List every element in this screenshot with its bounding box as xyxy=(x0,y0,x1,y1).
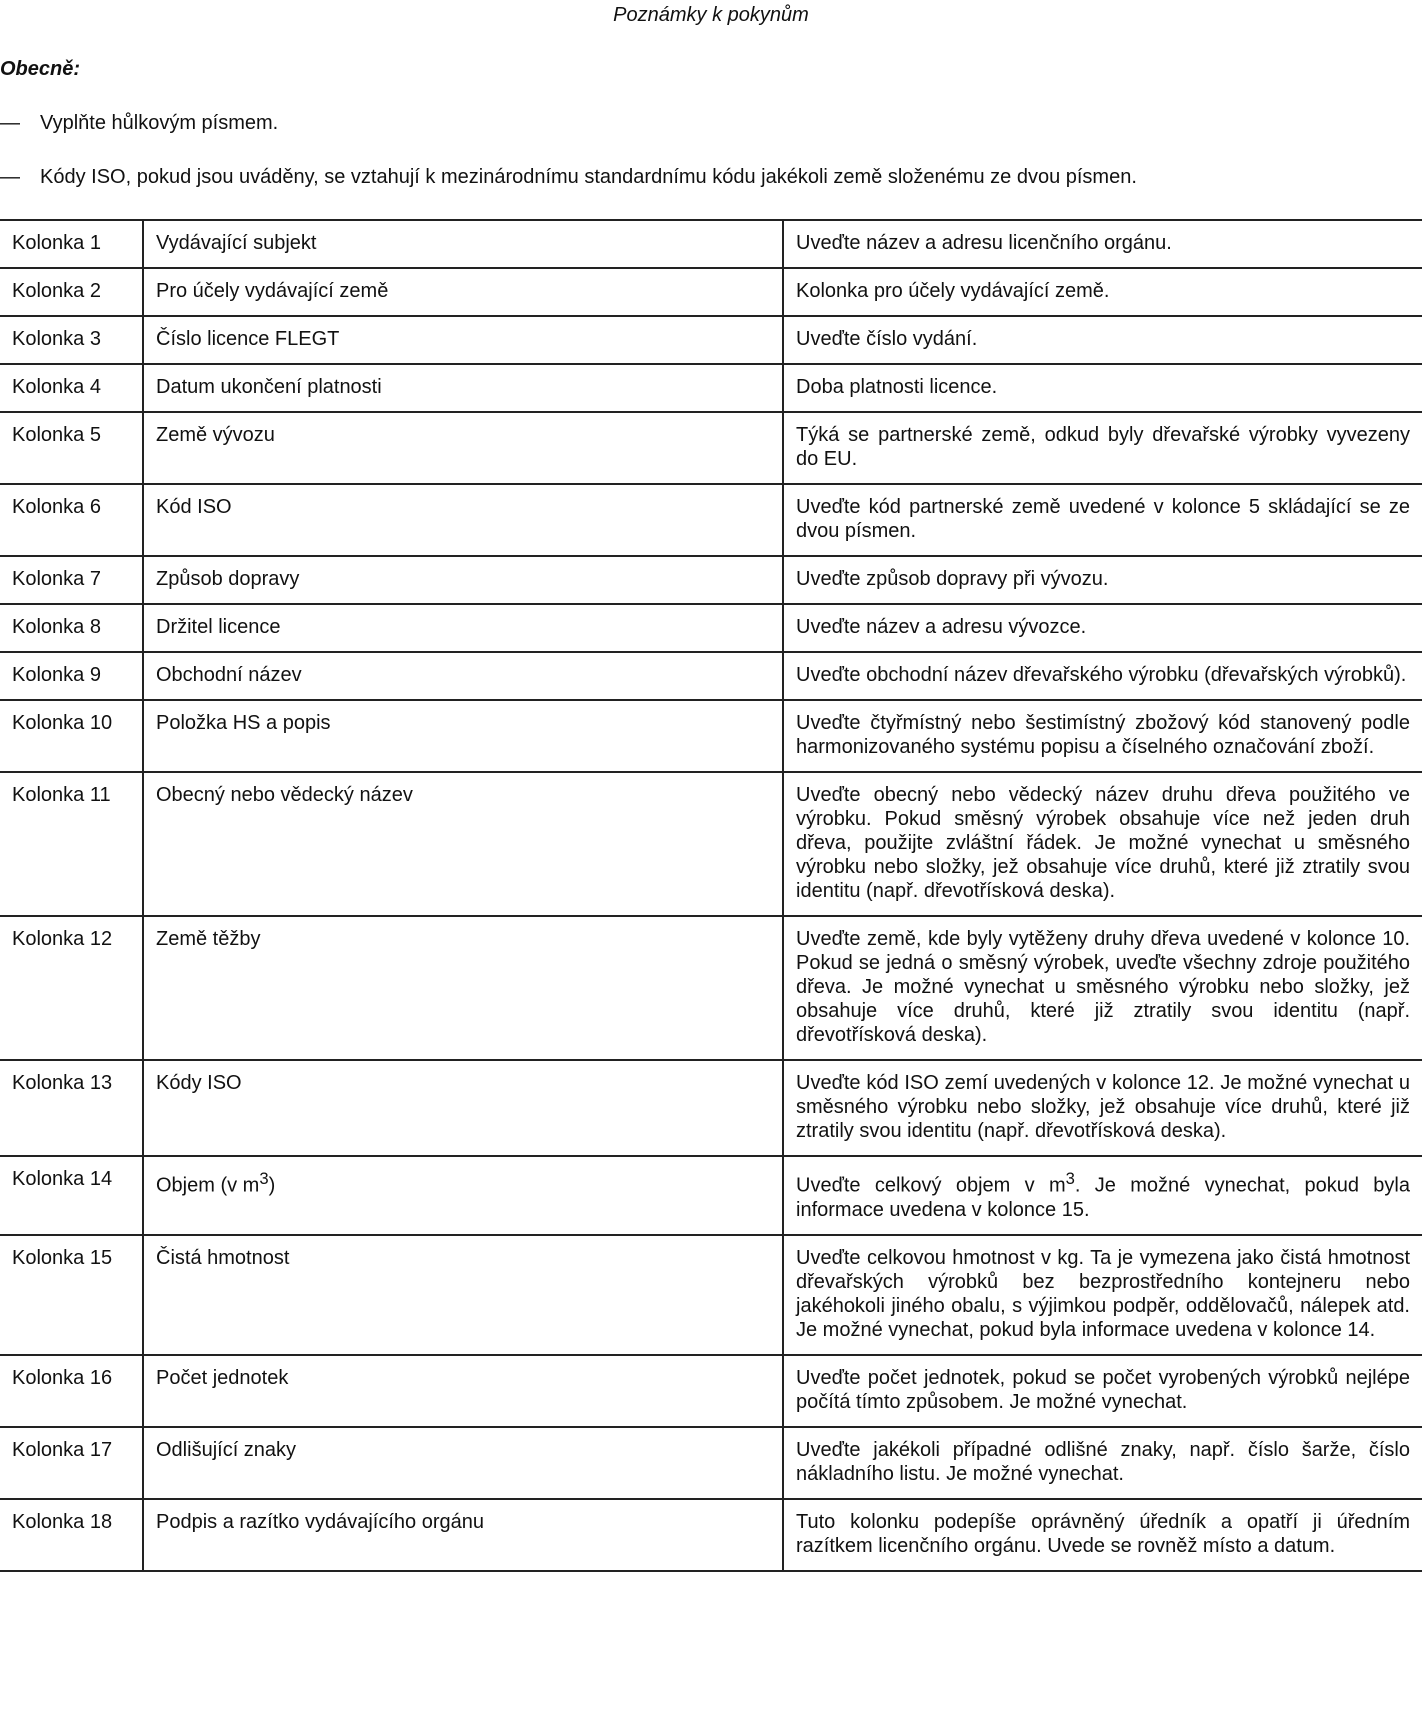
box-description: Uveďte kód partnerské země uvedené v kolonce 5 skládající se ze dvou písmen. xyxy=(783,484,1422,556)
box-description: Uveďte čtyřmístný nebo šestimístný zbožový kód stanovený podle harmonizovaného systému popisu a číselného označování zboží. xyxy=(783,700,1422,772)
superscript: 3 xyxy=(1065,1169,1075,1188)
box-number: Kolonka 10 xyxy=(0,700,143,772)
table-row xyxy=(0,268,1422,316)
box-name xyxy=(143,1156,783,1235)
box-number: Kolonka 17 xyxy=(0,1427,143,1499)
box-description: Týká se partnerské země, odkud byly dřevařské výrobky vyvezeny do EU. xyxy=(783,412,1422,484)
box-number: Kolonka 3 xyxy=(0,316,143,364)
box-description: Uveďte název a adresu vývozce. xyxy=(783,604,1422,652)
box-number: Kolonka 13 xyxy=(0,1060,143,1156)
instructions-table xyxy=(0,219,1422,1572)
box-number: Kolonka 2 xyxy=(0,268,143,316)
table-row xyxy=(0,772,1422,916)
bullet-text: Vyplňte hůlkovým písmem. xyxy=(40,112,279,134)
box-number: Kolonka 7 xyxy=(0,556,143,604)
box-name-text: ) xyxy=(268,1174,276,1197)
box-name: Země vývozu xyxy=(143,412,783,484)
box-name: Země těžby xyxy=(143,916,783,1060)
box-number: Kolonka 9 xyxy=(0,652,143,700)
table-row xyxy=(0,916,1422,1060)
box-number: Kolonka 1 xyxy=(0,220,143,268)
box-description-text: Uveďte celkový objem v m xyxy=(796,1174,1066,1197)
bullet-item xyxy=(0,112,278,135)
box-description: Uveďte počet jednotek, pokud se počet vyrobených výrobků nejlépe počítá tímto způsobem. Je možné vynechat. xyxy=(783,1355,1422,1427)
box-description: Kolonka pro účely vydávající země. xyxy=(783,268,1422,316)
table-row xyxy=(0,1060,1422,1156)
box-name: Odlišující znaky xyxy=(143,1427,783,1499)
box-name: Obchodní název xyxy=(143,652,783,700)
box-number: Kolonka 12 xyxy=(0,916,143,1060)
box-description: Uveďte obchodní název dřevařského výrobku (dřevařských výrobků). xyxy=(783,652,1422,700)
box-number: Kolonka 14 xyxy=(0,1156,143,1235)
box-number: Kolonka 15 xyxy=(0,1235,143,1355)
box-number: Kolonka 8 xyxy=(0,604,143,652)
box-number: Kolonka 6 xyxy=(0,484,143,556)
box-description xyxy=(783,1156,1422,1235)
box-number: Kolonka 11 xyxy=(0,772,143,916)
table-row xyxy=(0,220,1422,268)
table-row xyxy=(0,316,1422,364)
box-name: Pro účely vydávající země xyxy=(143,268,783,316)
box-name: Číslo licence FLEGT xyxy=(143,316,783,364)
box-description: Uveďte číslo vydání. xyxy=(783,316,1422,364)
bullet-dash: — xyxy=(0,166,20,188)
table-row xyxy=(0,1235,1422,1355)
box-name: Obecný nebo vědecký název xyxy=(143,772,783,916)
box-name: Počet jednotek xyxy=(143,1355,783,1427)
box-number: Kolonka 5 xyxy=(0,412,143,484)
box-number: Kolonka 18 xyxy=(0,1499,143,1571)
table-row xyxy=(0,556,1422,604)
box-name: Způsob dopravy xyxy=(143,556,783,604)
table-row xyxy=(0,364,1422,412)
box-name: Držitel licence xyxy=(143,604,783,652)
box-description: Uveďte kód ISO zemí uvedených v kolonce 12. Je možné vynechat u směsného výrobku nebo složky, jež obsahuje více druhů, které již ztratily svou identitu (např. dřevotřísková deska). xyxy=(783,1060,1422,1156)
box-description: Doba platnosti licence. xyxy=(783,364,1422,412)
table-row xyxy=(0,1499,1422,1571)
box-description: Tuto kolonku podepíše oprávněný úředník a opatří ji úředním razítkem licenčního orgánu. Uvede se rovněž místo a datum. xyxy=(783,1499,1422,1571)
box-description: Uveďte obecný nebo vědecký název druhu dřeva použitého ve výrobku. Pokud směsný výrobek obsahuje více než jeden druh dřeva, použijte zvláštní řádek. Je možné vynechat u směsného výrobku nebo složky, jež obsahuje více druhů, které již ztratily svou identitu (např. dřevotřísková deska). xyxy=(783,772,1422,916)
box-name-text: Objem (v m xyxy=(156,1174,260,1197)
box-description: Uveďte celkovou hmotnost v kg. Ta je vymezena jako čistá hmotnost dřevařských výrobků bez bezprostředního kontejneru nebo jakéhokoli jiného obalu, s výjimkou podpěr, oddělovačů, nálepek atd. Je možné vynechat, pokud byla informace uvedena v kolonce 14. xyxy=(783,1235,1422,1355)
box-name: Čistá hmotnost xyxy=(143,1235,783,1355)
box-description: Uveďte název a adresu licenčního orgánu. xyxy=(783,220,1422,268)
bullet-text: Kódy ISO, pokud jsou uváděny, se vztahují k mezinárodnímu standardnímu kódu jakékoli země složenému ze dvou písmen. xyxy=(40,166,1137,188)
table-row xyxy=(0,652,1422,700)
box-name: Podpis a razítko vydávajícího orgánu xyxy=(143,1499,783,1571)
box-description: Uveďte způsob dopravy při vývozu. xyxy=(783,556,1422,604)
box-name: Vydávající subjekt xyxy=(143,220,783,268)
page-title: Poznámky k pokynům xyxy=(613,4,809,26)
box-name: Kódy ISO xyxy=(143,1060,783,1156)
box-name: Kód ISO xyxy=(143,484,783,556)
bullet-item xyxy=(0,166,1137,189)
general-heading: Obecně: xyxy=(0,58,81,80)
table-row xyxy=(0,1156,1422,1235)
box-description: Uveďte země, kde byly vytěženy druhy dřeva uvedené v kolonce 10. Pokud se jedná o směsný výrobek, uveďte všechny zdroje použitého dřeva. Je možné vynechat u směsného výrobku nebo složky, jež obsahuje více druhů, které již ztratily svou identitu (např. dřevotřísková deska). xyxy=(783,916,1422,1060)
box-description-text: . Je možné vynechat, pokud byla informace uvedena v kolonce 15. xyxy=(796,1174,1410,1221)
box-description: Uveďte jakékoli případné odlišné znaky, např. číslo šarže, číslo nákladního listu. Je možné vynechat. xyxy=(783,1427,1422,1499)
bullet-dash: — xyxy=(0,112,20,134)
box-name: Položka HS a popis xyxy=(143,700,783,772)
table-row xyxy=(0,484,1422,556)
table-row xyxy=(0,700,1422,772)
table-row xyxy=(0,1355,1422,1427)
table-row xyxy=(0,1427,1422,1499)
box-number: Kolonka 4 xyxy=(0,364,143,412)
superscript: 3 xyxy=(259,1169,269,1188)
box-name: Datum ukončení platnosti xyxy=(143,364,783,412)
table-row xyxy=(0,412,1422,484)
box-number: Kolonka 16 xyxy=(0,1355,143,1427)
table-row xyxy=(0,604,1422,652)
